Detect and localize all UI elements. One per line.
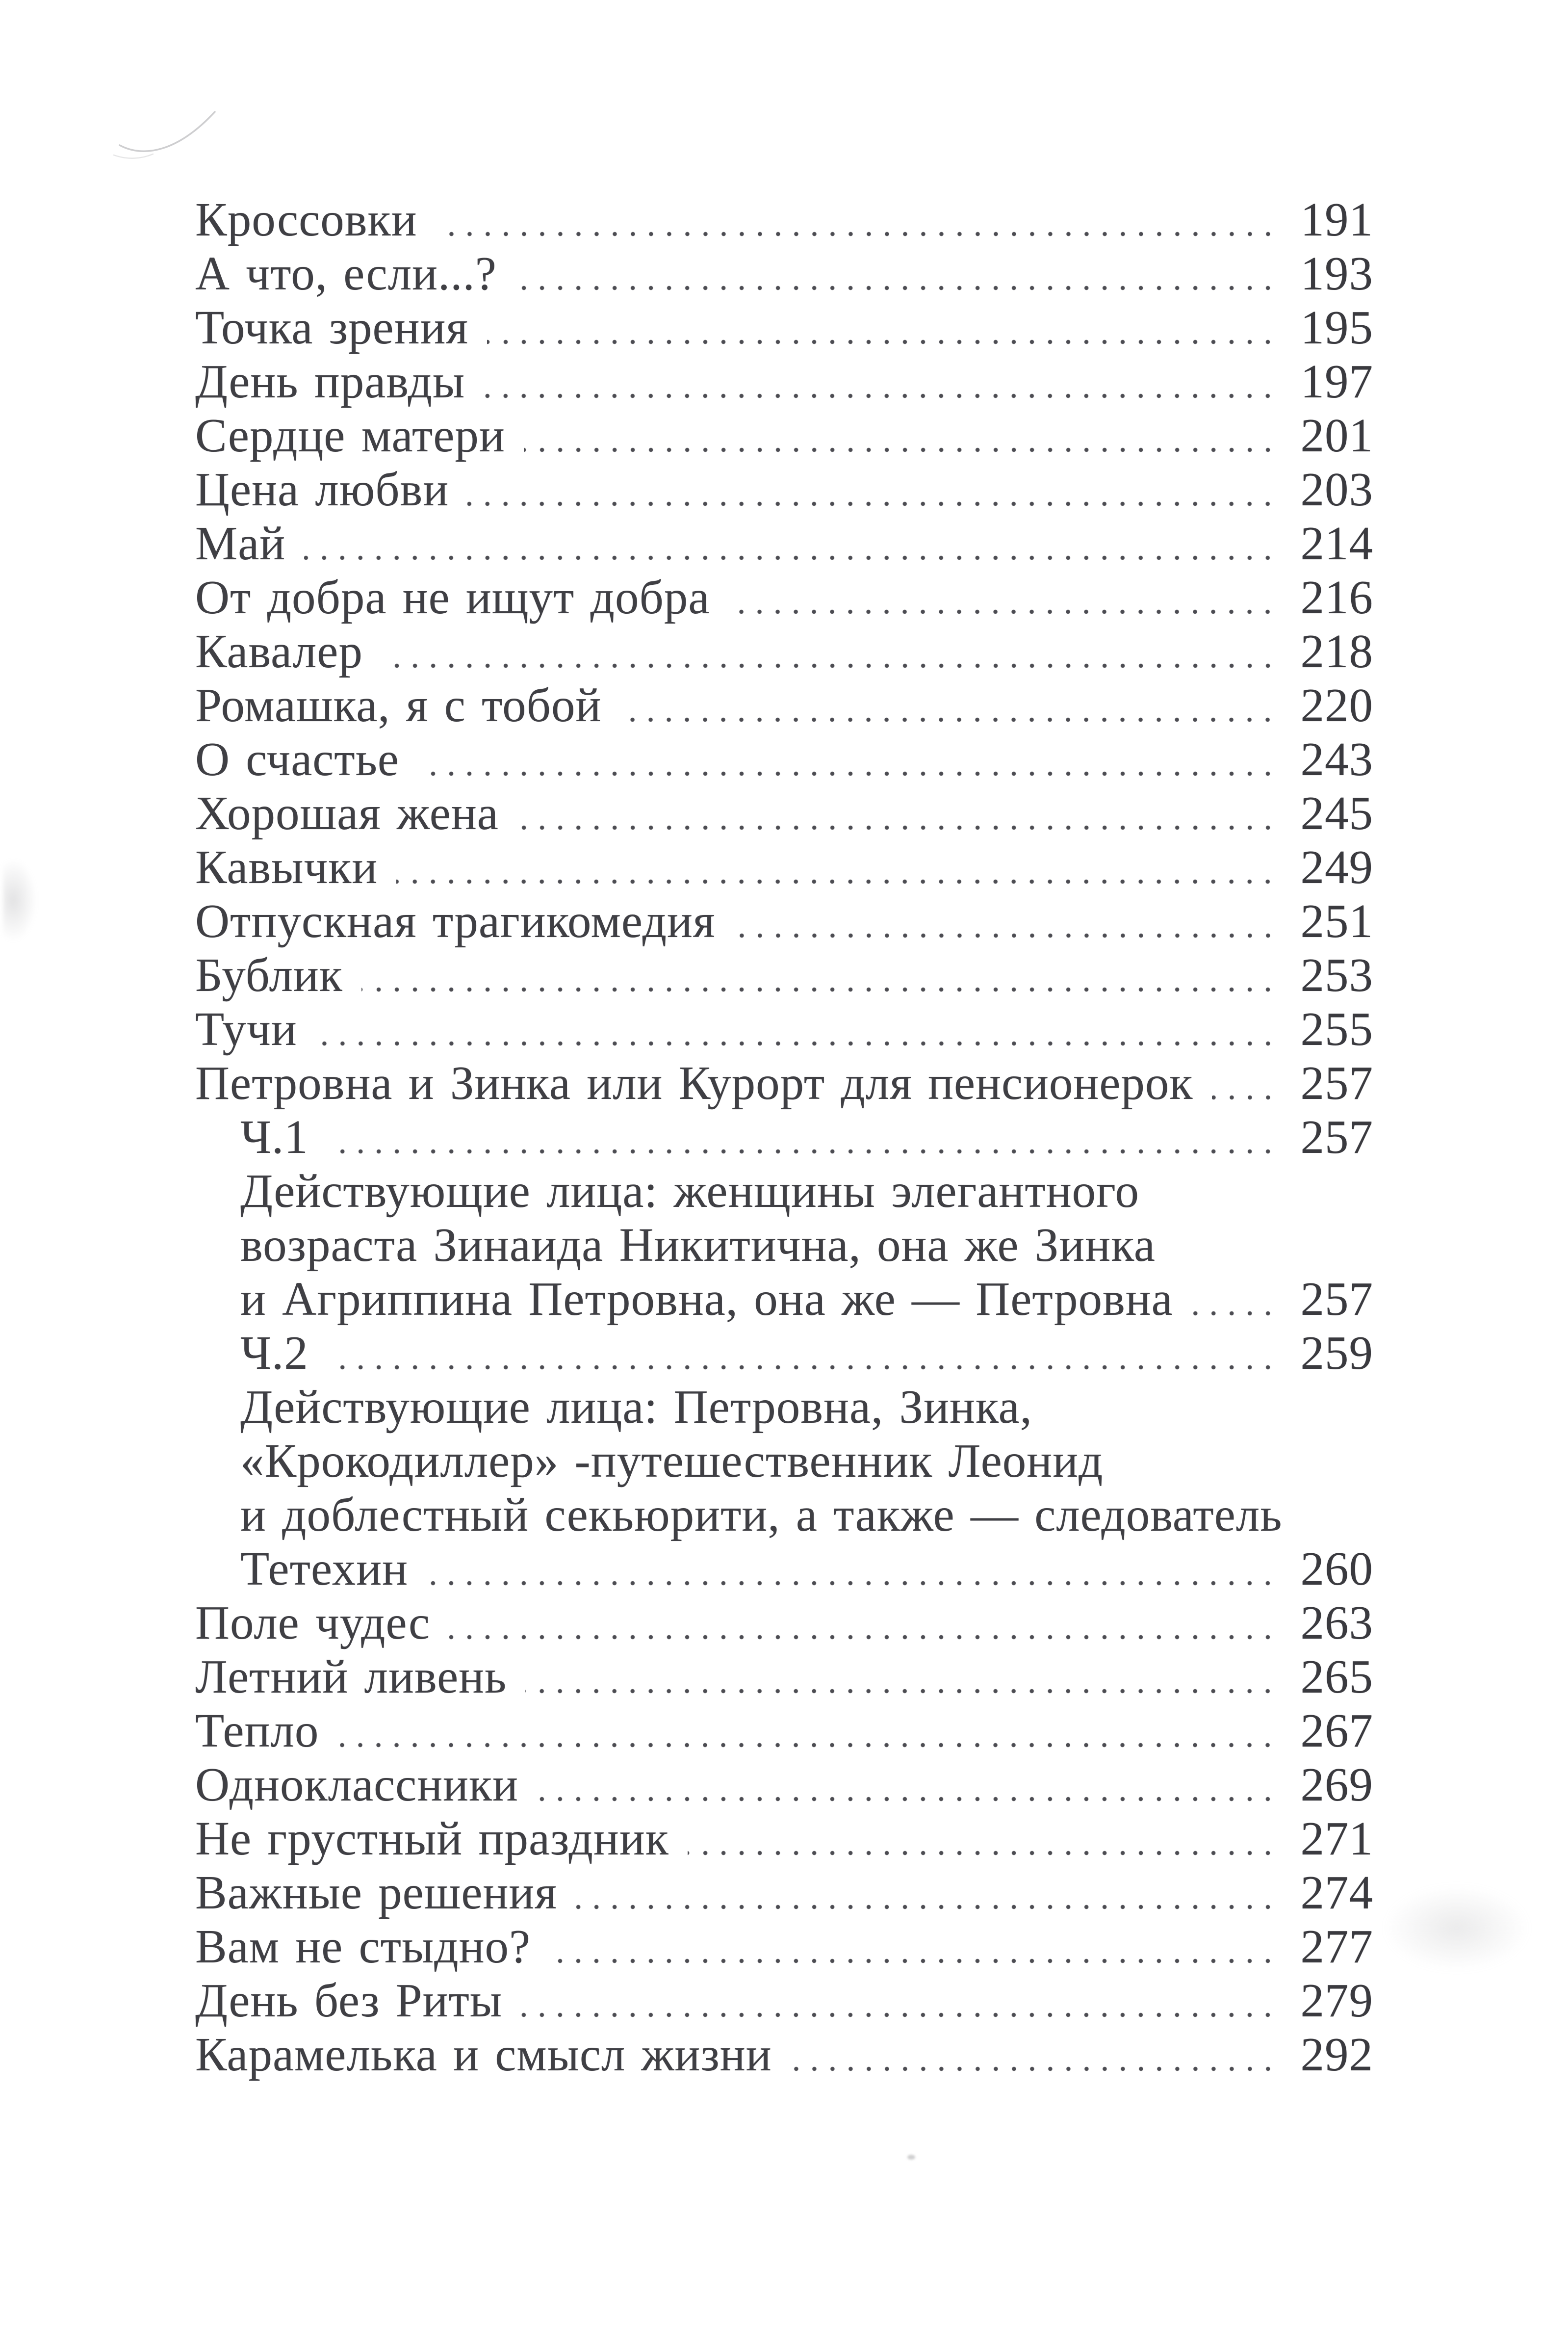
toc-entry-title: А что, если...?: [195, 247, 497, 300]
toc-entry-title: Цена любви: [195, 463, 449, 516]
dot-leader: [688, 1812, 1279, 1866]
dot-leader: [576, 1866, 1279, 1920]
dot-leader: [524, 409, 1279, 463]
toc-entry-title: Тепло: [195, 1704, 319, 1757]
page-number: 257: [1300, 1057, 1373, 1109]
toc-row: [195, 1920, 1373, 1974]
toc-row: [195, 894, 1373, 948]
toc-entry-title: Вам не стыдно?: [195, 1920, 531, 1973]
toc-row: [195, 840, 1373, 894]
toc-row: [195, 625, 1373, 679]
dot-leader: [337, 1704, 1279, 1758]
dot-leader: [521, 1974, 1279, 2028]
toc-entry-title: Карамелька и смысл жизни: [195, 2028, 772, 2081]
dot-leader: [620, 679, 1279, 732]
toc-row: [195, 1056, 1373, 1110]
dot-leader: [327, 1110, 1279, 1164]
page-number: 203: [1300, 463, 1373, 516]
page-number: 271: [1300, 1812, 1373, 1865]
toc-entry-title: Действующие лица: женщины элегантного: [240, 1165, 1139, 1217]
toc-row: [195, 301, 1373, 355]
toc-row: [195, 193, 1373, 247]
dot-leader: [382, 625, 1279, 679]
page-number: 257: [1300, 1273, 1373, 1325]
toc-entry-title: Важные решения: [195, 1866, 557, 1919]
toc-entry-title: Летний ливень: [195, 1650, 507, 1703]
toc-row: [195, 1542, 1373, 1596]
dot-leader: [515, 247, 1279, 301]
dot-leader: [728, 571, 1279, 625]
toc-entry-title: Хорошая жена: [195, 787, 499, 839]
toc-entry-title: Тучи: [195, 1003, 297, 1055]
toc-row: [195, 786, 1373, 840]
page-number: 193: [1300, 247, 1373, 300]
dot-leader: [316, 1002, 1279, 1056]
toc-row: [195, 1272, 1373, 1326]
dot-leader: [525, 1650, 1279, 1704]
toc-entry-title: От добра не ищут добра: [195, 571, 710, 624]
page-number: 216: [1300, 571, 1373, 624]
toc-row: [195, 1974, 1373, 2028]
toc-row: [195, 1650, 1373, 1704]
dot-leader: [517, 786, 1279, 840]
toc-row: [195, 409, 1373, 463]
page-number: 253: [1300, 949, 1373, 1001]
dot-leader: [487, 301, 1279, 355]
dot-leader: [537, 1758, 1279, 1812]
toc-entry-title: Не грустный праздник: [195, 1812, 669, 1865]
toc-entry-title: День без Риты: [195, 1974, 503, 2027]
toc-row: [195, 1164, 1373, 1218]
toc-entry-title: Бублик: [195, 949, 343, 1001]
toc-entry-title: Действующие лица: Петровна, Зинка,: [240, 1381, 1032, 1433]
dot-leader: [436, 193, 1279, 247]
page-number: 214: [1300, 517, 1373, 570]
toc-row: [195, 1326, 1373, 1380]
toc-entry-title: Ч.2: [240, 1327, 308, 1379]
toc-row: [195, 247, 1373, 301]
dot-leader: [449, 1596, 1279, 1650]
toc-entry-title: День правды: [195, 355, 465, 408]
page-number: 259: [1300, 1327, 1373, 1379]
dot-leader: [484, 355, 1279, 409]
dot-leader: [549, 1920, 1279, 1974]
toc-row: [195, 1110, 1373, 1164]
toc-entry-title: Сердце матери: [195, 409, 505, 462]
scan-speck: [907, 2155, 915, 2160]
toc-row: [195, 1866, 1373, 1920]
toc-entry-title: Отпускная трагикомедия: [195, 895, 716, 947]
toc-entry-title: Тетехин: [240, 1542, 409, 1595]
toc-entry-title: возраста Зинаида Никитична, она же Зинка: [240, 1219, 1156, 1271]
page-number: 257: [1300, 1111, 1373, 1163]
dot-leader: [427, 1542, 1279, 1596]
dot-leader: [396, 840, 1279, 894]
toc-entry-title: Май: [195, 517, 286, 570]
dot-leader: [304, 517, 1279, 571]
toc-entry-title: Ч.1: [240, 1111, 308, 1163]
toc-entry-title: и Агриппина Петровна, она же — Петровна: [240, 1273, 1173, 1325]
toc-row: [195, 2028, 1373, 2082]
page-number: 269: [1300, 1758, 1373, 1811]
page-number: 191: [1300, 193, 1373, 246]
toc-row: [195, 1758, 1373, 1812]
toc-entry-title: «Крокодиллер» -путешественник Леонид: [240, 1435, 1104, 1487]
dot-leader: [1212, 1056, 1279, 1110]
page-number: 201: [1300, 409, 1373, 462]
dot-leader: [467, 463, 1279, 517]
dot-leader: [327, 1326, 1279, 1380]
dot-leader: [734, 894, 1279, 948]
toc-row: [195, 1488, 1373, 1542]
toc-row: [195, 571, 1373, 625]
page-number: 265: [1300, 1650, 1373, 1703]
page-number: 243: [1300, 733, 1373, 785]
toc-entry-title: Петровна и Зинка или Курорт для пенсионерок: [195, 1057, 1193, 1109]
page-number: 274: [1300, 1866, 1373, 1919]
toc-entry-title: Кавалер: [195, 625, 363, 678]
toc-row: [195, 1380, 1373, 1434]
page-number: 245: [1300, 787, 1373, 839]
page-number: 197: [1300, 355, 1373, 408]
page-number: 279: [1300, 1974, 1373, 2027]
toc-row: [195, 1218, 1373, 1272]
dot-leader: [418, 732, 1279, 786]
table-of-contents: [195, 193, 1373, 2082]
page-number: 255: [1300, 1003, 1373, 1055]
toc-entry-title: Кавычки: [195, 841, 378, 893]
toc-row: [195, 1434, 1373, 1488]
toc-row: [195, 1596, 1373, 1650]
toc-entry-title: Одноклассники: [195, 1758, 519, 1811]
dot-leader: [791, 2028, 1279, 2082]
page-number: 277: [1300, 1920, 1373, 1973]
pencil-curve-mark: [113, 97, 245, 166]
toc-row: [195, 1002, 1373, 1056]
toc-entry-title: Поле чудес: [195, 1596, 431, 1649]
toc-row: [195, 679, 1373, 732]
toc-entry-title: О счастье: [195, 733, 399, 785]
scan-smudge: [3, 859, 37, 942]
scan-smudge: [1386, 1886, 1528, 1970]
toc-row: [195, 355, 1373, 409]
dot-leader: [361, 948, 1279, 1002]
page-number: 251: [1300, 895, 1373, 947]
page-number: 292: [1300, 2028, 1373, 2081]
toc-entry-title: Ромашка, я с тобой: [195, 679, 602, 731]
toc-row: [195, 463, 1373, 517]
page-number: 220: [1300, 679, 1373, 731]
page-number: 218: [1300, 625, 1373, 678]
page-number: 249: [1300, 841, 1373, 893]
toc-entry-title: Точка зрения: [195, 301, 468, 354]
toc-row: [195, 517, 1373, 571]
page-number: 267: [1300, 1704, 1373, 1757]
toc-row: [195, 732, 1373, 786]
toc-row: [195, 948, 1373, 1002]
toc-entry-title: Кроссовки: [195, 193, 417, 246]
page-number: 263: [1300, 1596, 1373, 1649]
toc-row: [195, 1704, 1373, 1758]
page-number: 260: [1300, 1542, 1373, 1595]
toc-entry-title: и доблестный секьюрити, а также — следователь: [240, 1488, 1283, 1541]
toc-row: [195, 1812, 1373, 1866]
page-number: 195: [1300, 301, 1373, 354]
dot-leader: [1192, 1272, 1279, 1326]
